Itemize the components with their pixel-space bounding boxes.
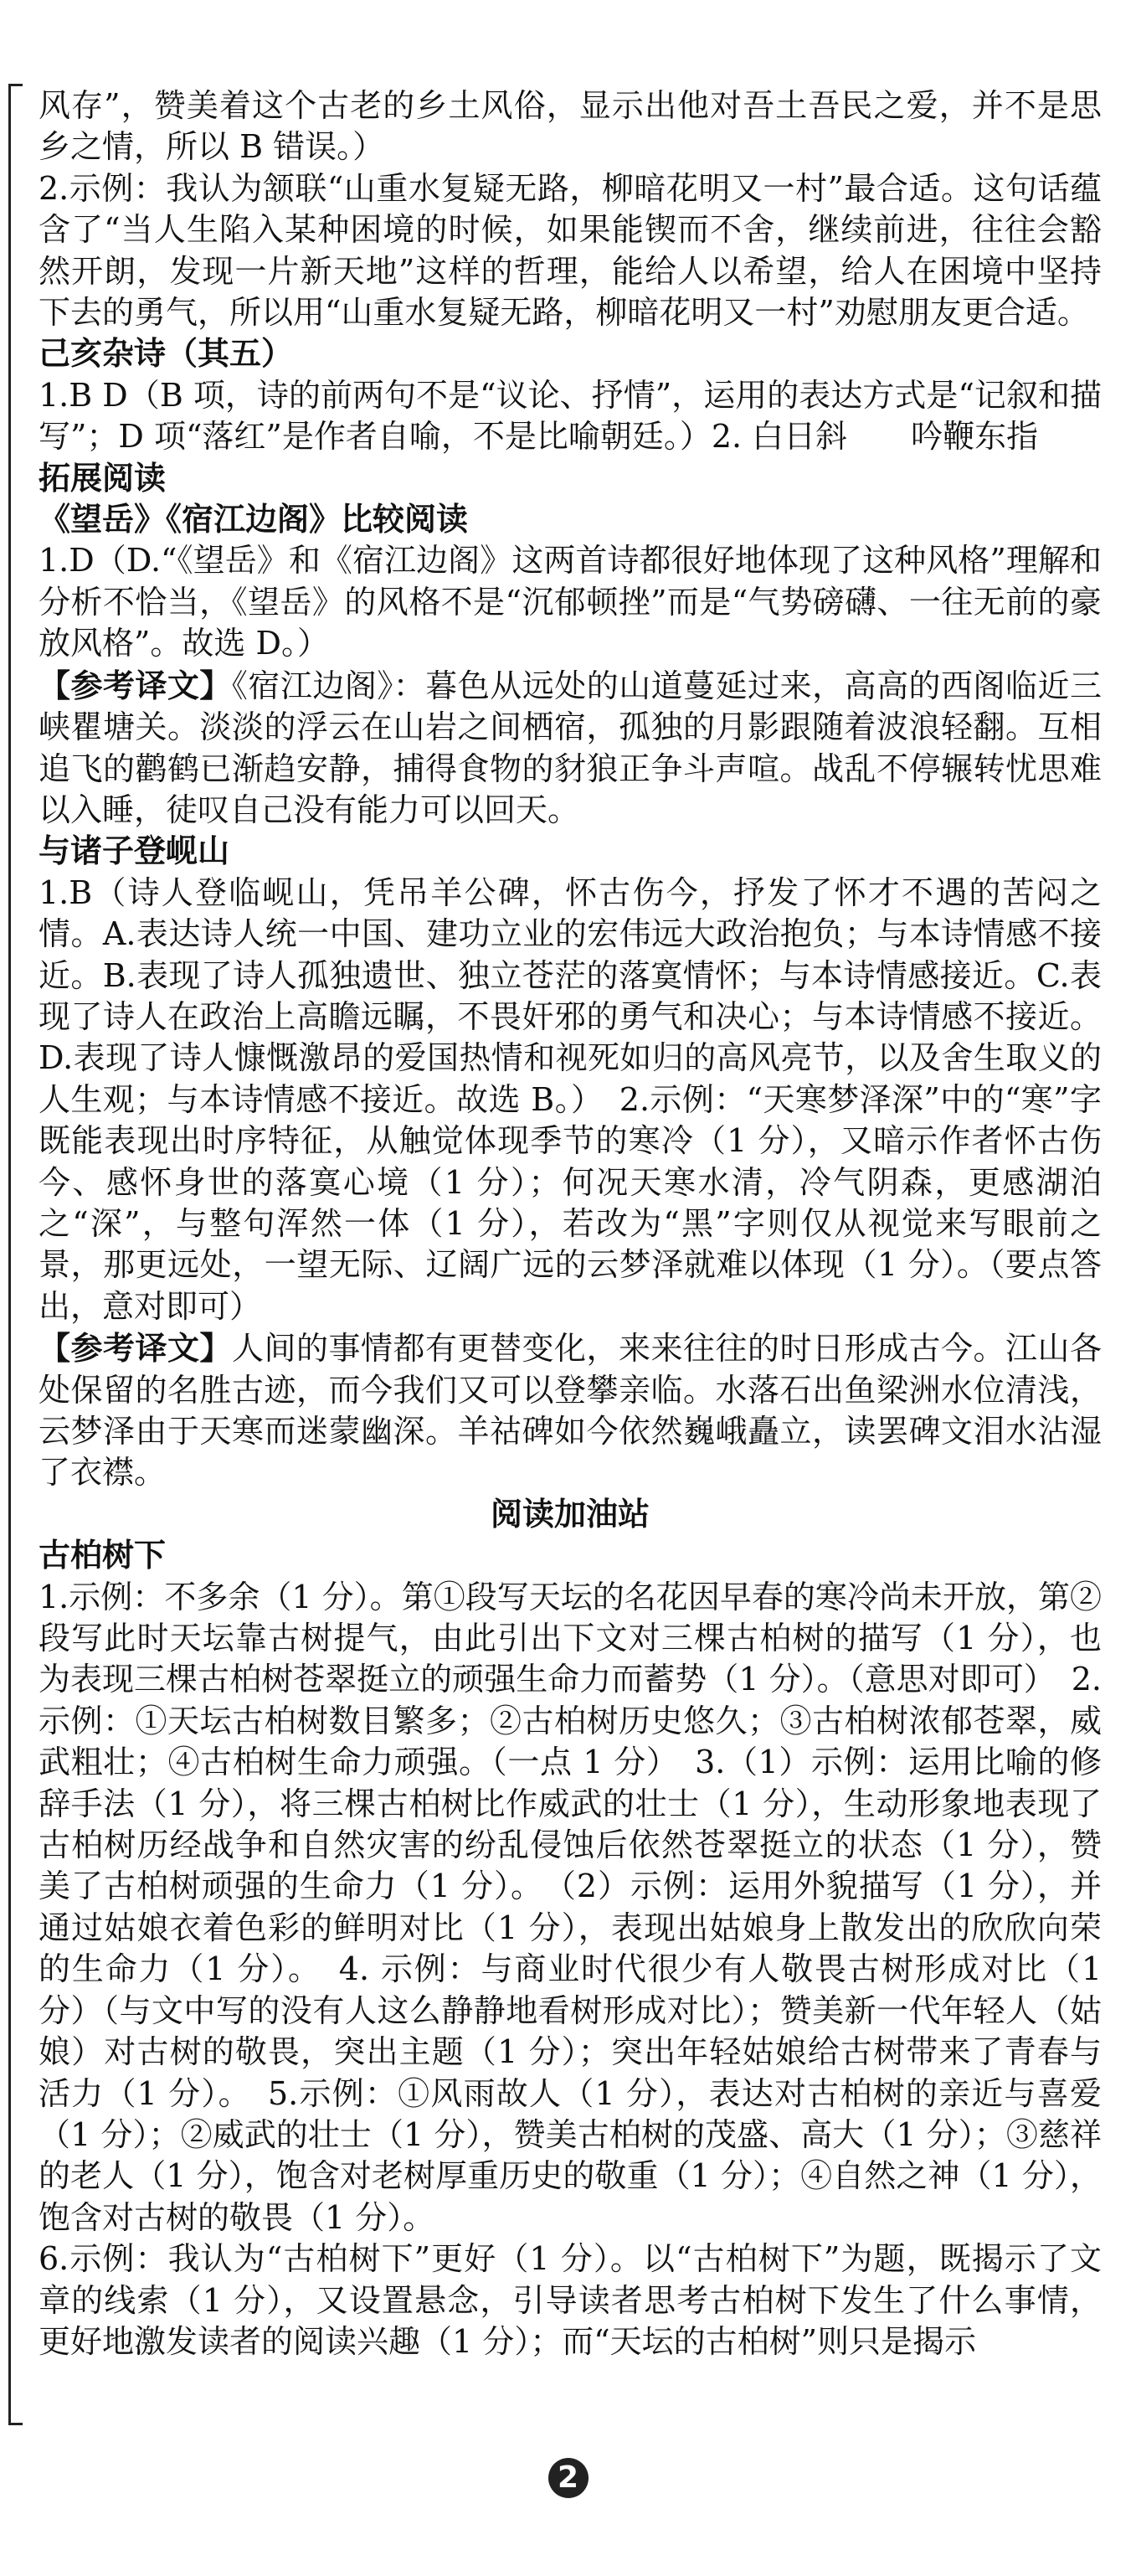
answer-paragraph: 1.B D（B 项，诗的前两句不是“议论、抒情”，运用的表达方式是“记叙和描写”；D 项“落红”是作者自喻，不是比喻朝廷。）2. 白日斜 吟鞭东指 (39, 376, 1102, 456)
answer-paragraph: 风存”，赞美着这个古老的乡土风俗，显示出他对吾土吾民之爱，并不是思乡之情，所以 B 错误。） (39, 87, 1102, 166)
translation-paragraph (39, 665, 1102, 832)
answer-paragraph: 1.B（诗人登临岘山，凭吊羊公碑，怀古伤今，抒发了怀才不遇的苦闷之情。A.表达诗人统一中国、建功立业的宏伟远大政治抱负；与本诗情感不接近。B.表现了诗人孤独遗世、独立苍茫的落寞情怀；与本诗情感接近。C.表现了诗人在政治上高瞻远瞩，不畏奸邪的勇气和决心；与本诗情感不接近。D.表现了诗人慷慨激昂的爱国热情和视死如归的高风亮节，以及舍生取义的人生观；与本诗情感不接近。故选 B。） 2.示例：“天寒梦泽深”中的“寒”字既能表现出时序特征，从触觉体现季节的寒冷（1 分），又暗示作者怀古伤今、感怀身世的落寞心境（1 分）；何况天寒水清，冷气阴森，更感湖泊之“深”，与整句浑然一体（1 分），若改为“黑”字则仅从视觉来写眼前之景，那更远处，一望无际、辽阔广远的云梦泽就难以体现（1 分）。（要点答出，意对即可） (39, 873, 1102, 1325)
section-heading: 己亥杂诗（其五） (39, 335, 294, 373)
page-footer (0, 2458, 1136, 2498)
translation-label: 【参考译文】 (39, 666, 232, 704)
answer-paragraph: 1.示例：不多余（1 分）。第①段写天坛的名花因早春的寒冷尚未开放，第②段写此时天坛靠古树提气，由此引出下文对三棵古柏树的描写（1 分），也为表现三棵古柏树苍翠挺立的顽强生命力而蓄势（1 分）。（意思对即可） 2. 示例：①天坛古柏树数目繁多；②古柏树历史悠久；③古柏树浓郁苍翠，威武粗壮；④古柏树生命力顽强。（一点 1 分） 3.（1）示例：运用比喻的修辞手法（1 分），将三棵古柏树比作威武的壮士（1 分），生动形象地表现了古柏树历经战争和自然灾害的纷乱侵蚀后依然苍翠挺立的状态（1 分），赞美了古柏树顽强的生命力（1 分）。 （2）示例：运用外貌描写（1 分），并通过姑娘衣着色彩的鲜明对比（1 分），表现出姑娘身上散发出的欣欣向荣的生命力（1 分）。 4. 示例：与商业时代很少有人敬畏古树形成对比（1 分）（与文中写的没有人这么静静地看树形成对比）；赞美新一代年轻人（姑娘）对古树的敬畏，突出主题（1 分）；突出年轻姑娘给古树带来了青春与活力（1 分）。 5.示例：①风雨故人（1 分），表达对古柏树的亲近与喜爱（1 分）；②威武的壮士（1 分），赞美古柏树的茂盛、高大（1 分）；③慈祥的老人（1 分），饱含对老树厚重历史的敬重（1 分）；④自然之神（1 分），饱含对古树的敬畏（1 分）。 (39, 1578, 1102, 2236)
answer-text-column (39, 85, 1102, 2362)
section-heading: 《望岳》《宿江边阁》比较阅读 (39, 501, 469, 538)
translation-text: 人间的事情都有更替变化，来来往往的时日形成古今。江山各处保留的名胜古迹，而今我们又可以登攀亲临。水落石出鱼梁洲水位清浅，云梦泽由于天寒而迷蒙幽深。羊祜碑如今依然巍峨矗立，读罢碑文泪水沾湿了衣襟。 (39, 1330, 1102, 1492)
page-number: 2 (548, 2458, 589, 2498)
section-heading: 拓展阅读 (39, 459, 167, 497)
translation-text: 《宿江边阁》：暮色从远处的山道蔓延过来，高高的西阁临近三峡瞿塘关。淡淡的浮云在山岩之间栖宿，孤独的月影跟随着波浪轻翻。互相追飞的鹳鹤已渐趋安静，捕得食物的豺狼正争斗声喧。战乱不停辗转忧思难以入睡，徒叹自己没有能力可以回天。 (39, 667, 1102, 828)
answer-paragraph: 6.示例：我认为“古柏树下”更好（1 分）。以“古柏树下”为题，既揭示了文章的线索（1 分），又设置悬念，引导读者思考古柏树下发生了什么事情，更好地激发读者的阅读兴趣（1 分）；而“天坛的古柏树”则只是揭示 (39, 2240, 1102, 2360)
answer-paragraph: 2.示例：我认为颔联“山重水复疑无路，柳暗花明又一村”最合适。这句话蕴含了“当人生陷入某种困境的时候，如果能锲而不舍，继续前进，往往会豁然开朗，发现一片新天地”这样的哲理，能给人以希望，给人在困境中坚持下去的勇气，所以用“山重水复疑无路，柳暗花明又一村”劝慰朋友更合适。 (39, 169, 1102, 332)
translation-paragraph (39, 1327, 1102, 1494)
section-heading: 阅读加油站 (490, 1495, 650, 1533)
margin-bracket (8, 84, 23, 2425)
answer-paragraph: 1.D（D.“《望岳》和《宿江边阁》这两首诗都很好地体现了这种风格”理解和分析不恰当，《望岳》的风格不是“沉郁顿挫”而是“气势磅礴、一往无前的豪放风格”。故选 D。） (39, 542, 1102, 662)
translation-label: 【参考译文】 (39, 1329, 232, 1368)
section-heading: 古柏树下 (39, 1537, 167, 1574)
section-heading: 与诸子登岘山 (39, 832, 230, 870)
